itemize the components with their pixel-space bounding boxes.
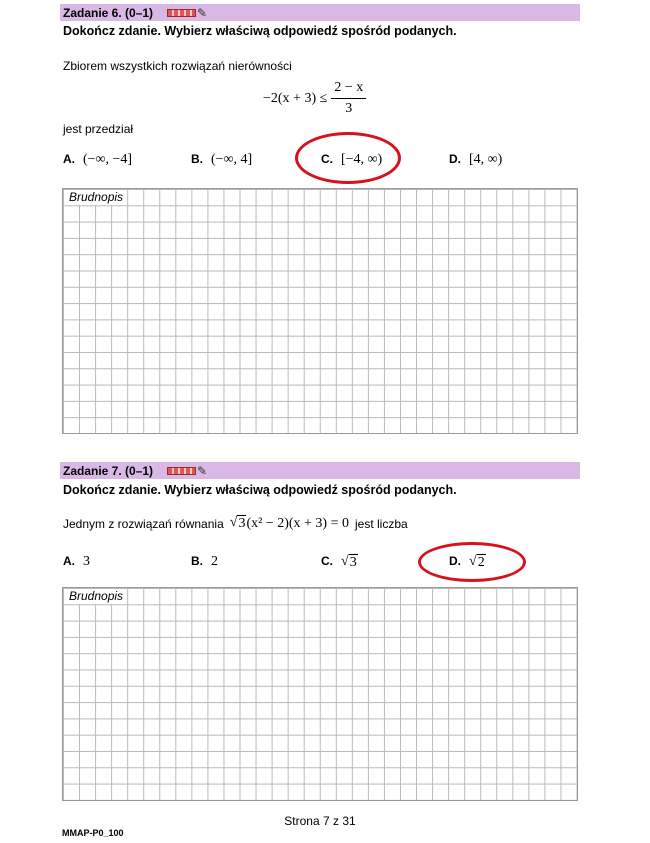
task7-answer-c[interactable] <box>321 554 358 571</box>
page-number: Strona 7 z 31 <box>284 814 356 828</box>
pencil-icon: ✎ <box>167 465 207 477</box>
task6-instruction: Dokończ zdanie. Wybierz właściwą odpowiedź spośród podanych. <box>63 24 457 38</box>
task7-answer-a[interactable] <box>63 554 90 570</box>
answer-letter: D. <box>449 152 461 166</box>
task7-outro: jest liczba <box>354 516 408 531</box>
task7-instruction: Dokończ zdanie. Wybierz właściwą odpowiedź spośród podanych. <box>63 483 457 497</box>
fraction-numerator: 2 − x <box>331 80 366 99</box>
task7-scratch-grid[interactable] <box>62 587 578 801</box>
task6-header <box>60 4 580 21</box>
answer-letter: B. <box>191 554 203 568</box>
task6-title: Zadanie 6. (0–1) <box>63 5 154 20</box>
answer-letter: C. <box>321 554 333 568</box>
inequality-left: −2(x + 3) ≤ <box>263 90 328 106</box>
scratch-label: Brudnopis <box>67 190 127 205</box>
answer-letter: A. <box>63 554 75 568</box>
answer-value: 2 <box>211 554 218 569</box>
answer-value: 3 <box>83 554 90 569</box>
answer-value: [−4, ∞) <box>341 152 383 167</box>
task6-answer-d[interactable] <box>449 152 502 168</box>
task6-scratch-grid[interactable] <box>62 188 578 434</box>
task6-inequality <box>263 80 366 117</box>
scratch-label: Brudnopis <box>67 589 127 604</box>
pencil-icon: ✎ <box>167 7 207 19</box>
equation-sqrt: √ 3 <box>229 515 246 531</box>
answer-letter: C. <box>321 152 333 166</box>
task6-answer-a[interactable] <box>63 152 132 168</box>
answer-value: √ 3 <box>341 554 357 570</box>
task6-outro: jest przedział <box>63 122 134 136</box>
task7-header <box>60 462 580 479</box>
answer-letter: D. <box>449 554 461 568</box>
equation-rest: (x² − 2)(x + 3) = 0 <box>246 515 349 531</box>
task7-question <box>63 515 408 532</box>
task7-title: Zadanie 7. (0–1) <box>63 463 154 478</box>
task6-selection-circle <box>295 132 401 184</box>
answer-letter: B. <box>191 152 203 166</box>
task6-intro: Zbiorem wszystkich rozwiązań nierówności <box>63 59 292 73</box>
task6-answer-b[interactable] <box>191 152 252 168</box>
answer-value: (−∞, −4] <box>83 152 133 167</box>
answer-value: [4, ∞) <box>469 152 503 167</box>
inequality-fraction <box>331 80 366 117</box>
task7-intro: Jednym z rozwiązań równania <box>63 516 224 531</box>
document-code: MMAP-P0_100 <box>62 828 124 838</box>
answer-value: (−∞, 4] <box>211 152 253 167</box>
answer-letter: A. <box>63 152 75 166</box>
answer-value: √ 2 <box>469 554 485 570</box>
task7-answer-b[interactable] <box>191 554 218 570</box>
task7-selection-circle <box>418 542 526 582</box>
fraction-denominator: 3 <box>345 101 353 116</box>
